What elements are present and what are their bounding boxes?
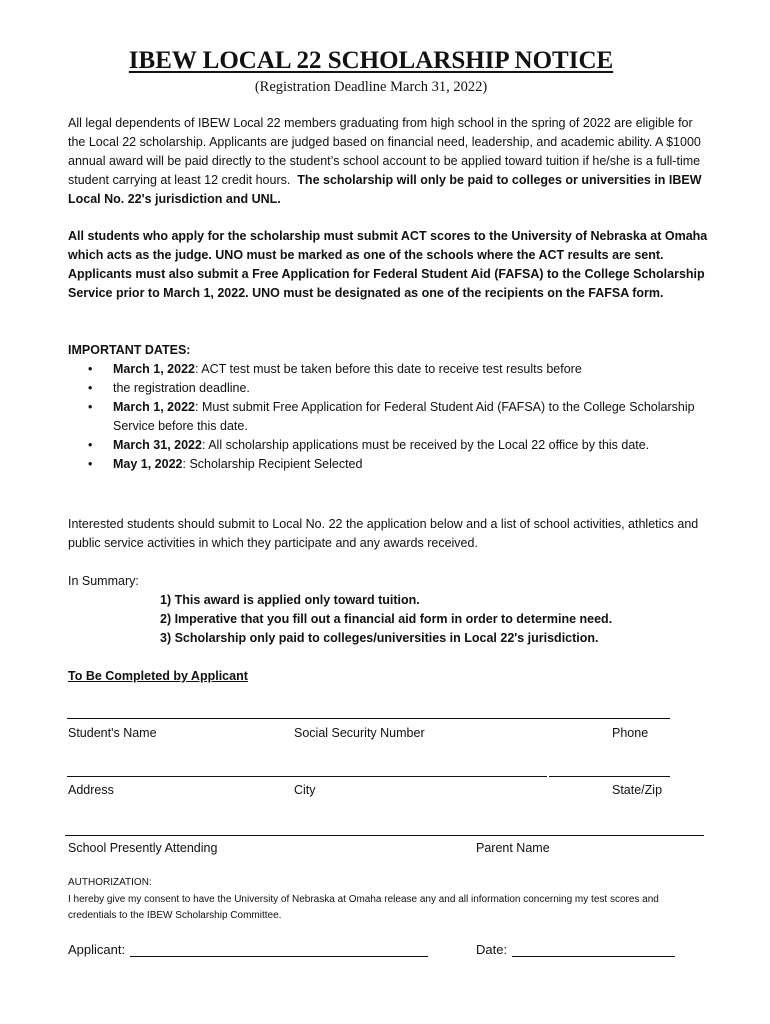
address-label: Address: [68, 783, 114, 797]
list-item: • May 1, 2022: Scholarship Recipient Selected: [68, 455, 708, 474]
authorization-heading: AUTHORIZATION:: [68, 877, 152, 888]
date-field-label: Date:: [476, 942, 508, 957]
instructions-paragraph: Interested students should submit to Local No. 22 the application below and a list of school activities, athletics and public service activities in which they participate and any awards received.: [68, 517, 699, 550]
applicant-signature: [68, 942, 428, 957]
address-city-line[interactable]: [67, 776, 547, 777]
state-zip-line[interactable]: [549, 776, 670, 777]
intro-text: All legal dependents of IBEW Local 22 members graduating from high school in the spring of 2022 are eligible for the Local 22 scholarship. Applicants are judged based on financial need, leadership, and academic ability. A $1000 annual award will be paid directly to the student’s school account to be applied toward tuition if he/she is a full-time student carrying at least 12 credit hours.: [68, 116, 701, 187]
page-title: IBEW LOCAL 22 SCHOLARSHIP NOTICE: [128, 47, 614, 74]
date-label: March 1, 2022: [113, 362, 195, 376]
list-item: • March 1, 2022: ACT test must be taken before this date to receive test results before: [68, 360, 708, 379]
date-signature: [476, 942, 675, 957]
registration-deadline-subtitle: (Registration Deadline March 31, 2022): [254, 79, 488, 95]
student-info-line[interactable]: [67, 718, 670, 719]
important-dates-heading: IMPORTANT DATES:: [68, 343, 191, 357]
state-zip-label: State/Zip: [612, 783, 663, 797]
form-heading: To Be Completed by Applicant: [68, 669, 248, 683]
list-item: • March 1, 2022: Must submit Free Application for Federal Student Aid (FAFSA) to the College Scholarship Service before this date.: [68, 398, 708, 436]
list-item: 2) Imperative that you fill out a financial aid form in order to determine need.: [160, 612, 613, 626]
applicant-signature-line[interactable]: [130, 942, 428, 957]
intro-paragraph: [68, 114, 708, 209]
date-label: May 1, 2022: [113, 457, 183, 471]
intro-bold-text: The scholarship will only be paid to colleges or universities in IBEW Local No. 22's jurisdiction and UNL.: [68, 173, 702, 206]
date-line[interactable]: [512, 942, 675, 957]
requirements-paragraph: All students who apply for the scholarship must submit ACT scores to the University of Nebraska at Omaha which acts as the judge. UNO must be marked as one of the schools where the ACT results are sent. Applicants must also submit a Free Application for Federal Student Aid (FAFSA) to the College Scholarship Service prior to March 1, 2022. UNO must be designated as one of the recipients on the FAFSA form.: [68, 229, 708, 300]
important-dates-list: [68, 360, 708, 474]
parent-name-label: Parent Name: [476, 841, 550, 855]
school-label: School Presently Attending: [68, 841, 218, 855]
student-name-label: Student's Name: [68, 726, 157, 740]
date-label: March 1, 2022: [113, 400, 195, 414]
applicant-label: Applicant:: [68, 942, 126, 957]
list-item: • March 31, 2022: All scholarship applications must be received by the Local 22 office by this date.: [68, 436, 708, 455]
list-item: 1) This award is applied only toward tuition.: [160, 593, 420, 607]
ssn-label: Social Security Number: [294, 726, 425, 740]
summary-heading: In Summary:: [68, 574, 139, 588]
phone-label: Phone: [612, 726, 649, 740]
list-item: 3) Scholarship only paid to colleges/universities in Local 22's jurisdiction.: [160, 631, 599, 645]
date-label: March 31, 2022: [113, 438, 202, 452]
authorization-text: I hereby give my consent to have the University of Nebraska at Omaha release any and all information concerning my test scores and credentials to the IBEW Scholarship Committee.: [68, 894, 659, 921]
list-item: • the registration deadline.: [68, 379, 708, 398]
city-label: City: [294, 783, 316, 797]
school-parent-line[interactable]: [65, 835, 704, 836]
summary-list: [160, 591, 612, 648]
